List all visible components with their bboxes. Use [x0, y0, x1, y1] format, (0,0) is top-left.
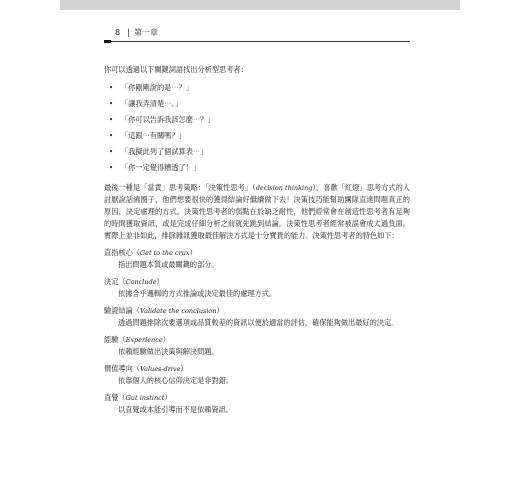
intro-text: 你可以透過以下關鍵詞語找出分析型思考者： — [104, 65, 248, 74]
trait-description: 以直覺或本能引導而不是依賴資訊。 — [118, 405, 234, 414]
bullet-icon: • — [109, 163, 114, 172]
page-number: 8 — [115, 28, 121, 37]
bullet-icon: • — [109, 99, 114, 108]
trait-term-en: Experience — [125, 336, 163, 344]
trait-description: 依據合乎邏輯的方式推論或決定最佳的處理方式。 — [118, 289, 277, 298]
trait-item — [104, 392, 410, 416]
phrase-text: 「你一定覺得糟透了！」 — [121, 163, 201, 172]
trait-term-en: Conclude — [125, 278, 157, 286]
top-gray-bar — [60, 0, 460, 10]
trait-term: 直覺 — [104, 393, 119, 402]
phrase-item — [104, 96, 410, 112]
trait-term-en: Validate the conclusion — [139, 307, 217, 315]
trait-term-en: Gut instinct — [125, 394, 165, 402]
para-lead: 最後一種是「當責」思考策略：「 — [104, 183, 209, 192]
bullet-icon: • — [109, 147, 114, 156]
trait-heading: 驗證結論（Validate the conclusion） — [104, 306, 224, 315]
phrase-item — [104, 80, 410, 96]
phrase-item — [104, 128, 410, 144]
chapter-title: 第一章 — [134, 28, 158, 37]
trait-term: 直指核心 — [104, 248, 133, 257]
phrase-text: 「你剛剛說的是⋯？」 — [121, 83, 193, 92]
para-rest: ），喜歡「紅燈」思考方式的人討厭說話繞圈子，他們想要很快的獲得結論好繼續做下去！決策技巧能幫助團隊直達問題真正的原因，決定處理的方式。決策性思考者的弱點在於缺乏耐性，他們經常會在創造性思考者有足夠的時間獲取資訊，或是完成仔細分析之前就先跳到結論。決策性思考者經常被誤會成太過負面。實際上並非如此，排除雜訊獲取最佳解決方式是十分寶貴的能力。決策性思考者的特色如下： — [104, 183, 410, 240]
trait-heading: 直覺（Gut instinct） — [104, 393, 172, 402]
page-body — [104, 64, 410, 421]
trait-term: 價值導向 — [104, 364, 133, 373]
bullet-icon: • — [109, 131, 114, 140]
phrase-text: 「讓我弄清楚⋯。」 — [121, 99, 183, 108]
para-mid: 」（ — [244, 183, 256, 192]
trait-heading: 決定（Conclude） — [104, 277, 164, 286]
header-separator: | — [127, 28, 130, 37]
phrase-item — [104, 160, 410, 176]
decision-thinking-paragraph — [104, 182, 410, 242]
phrase-text: 「這跟⋯有關嗎？」 — [121, 131, 186, 140]
trait-description: 指出問題本質或最關鍵的部分。 — [118, 260, 219, 269]
trait-item — [104, 334, 410, 358]
trait-description: 依靠個人的核心信仰決定是非對錯。 — [118, 376, 234, 385]
trait-item — [104, 276, 410, 300]
running-header — [104, 25, 410, 42]
para-term-en: decision thinking — [255, 184, 313, 192]
trait-term-en: Get to the crux — [139, 249, 190, 257]
trait-description: 透過問題排除次要選項或品質較差的資訊以便於適當的評估，確保能夠做出最好的決定。 — [118, 318, 399, 327]
phrase-item — [104, 144, 410, 160]
phrase-item — [104, 112, 410, 128]
phrase-text: 「你可以告訴我該怎麼⋯？」 — [121, 115, 215, 124]
trait-item — [104, 247, 410, 271]
trait-term-en: Values-drive — [139, 365, 181, 373]
trait-heading: 直指核心（Get to the crux） — [104, 248, 197, 257]
trait-description: 依賴經驗做出決策與解決問題。 — [118, 347, 219, 356]
trait-term: 決定 — [104, 277, 119, 286]
header-mark — [104, 40, 111, 43]
trait-item — [104, 363, 410, 387]
trait-heading: 價值導向（Values-drive） — [104, 364, 188, 373]
phrase-list — [104, 80, 410, 176]
para-term: 決策性思考 — [208, 183, 245, 192]
bullet-icon: • — [109, 83, 114, 92]
trait-item — [104, 305, 410, 329]
trait-term: 驗證結論 — [104, 306, 133, 315]
trait-term: 經驗 — [104, 335, 119, 344]
trait-heading: 經驗（Experience） — [104, 335, 170, 344]
phrase-text: 「我擬此列了個試算表⋯」 — [121, 147, 208, 156]
bullet-icon: • — [109, 115, 114, 124]
